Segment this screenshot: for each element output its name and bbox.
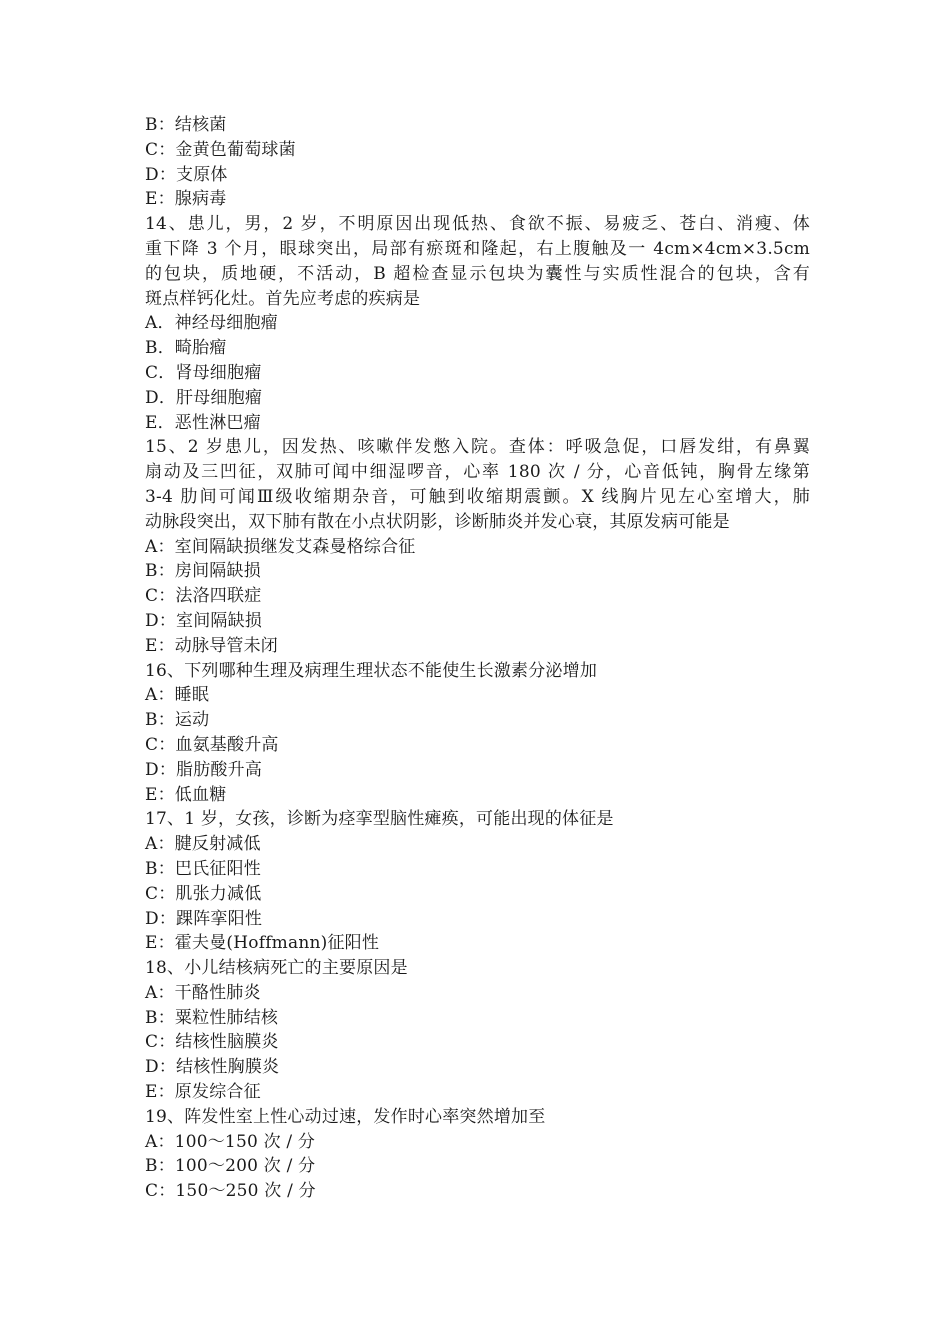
option-line: E：原发综合征 xyxy=(145,1082,261,1103)
option-line: D．肝母细胞瘤 xyxy=(145,387,263,408)
option-line: A：睡眠 xyxy=(145,685,210,706)
option-line: B：粟粒性肺结核 xyxy=(145,1007,279,1028)
option-line: E：腺病毒 xyxy=(145,189,227,210)
option-line: D：结核性胸膜炎 xyxy=(145,1057,280,1078)
question-stem: 17、1 岁，女孩，诊断为痉挛型脑性瘫痪，可能出现的体征是 xyxy=(145,809,614,830)
option-line: B：结核菌 xyxy=(145,115,227,135)
stem-line: 14、患儿，男，2 岁，不明原因出现低热、食欲不振、易疲乏、苍白、消瘦、体 xyxy=(145,214,810,235)
option-line: D：室间隔缺损 xyxy=(145,610,263,631)
option-line: B．畸胎瘤 xyxy=(145,338,227,359)
option-line: E．恶性淋巴瘤 xyxy=(145,412,261,433)
option-line: E：霍夫曼(Hoffmann)征阳性 xyxy=(145,933,380,954)
option-line: E：低血糖 xyxy=(145,784,227,805)
question-15 xyxy=(145,435,810,658)
option-line: B：运动 xyxy=(145,710,210,731)
option-line: E：动脉导管未闭 xyxy=(145,635,279,656)
option-line: B：100～200 次 / 分 xyxy=(145,1156,316,1177)
option-line: C：法洛四联症 xyxy=(145,586,262,607)
option-line: B：巴氏征阳性 xyxy=(145,858,261,879)
stem-line: 的包块，质地硬，不活动，B 超检查显示包块为囊性与实质性混合的包块，含有 xyxy=(145,263,810,284)
question-18 xyxy=(145,956,810,1105)
option-line: C：肌张力减低 xyxy=(145,883,262,904)
question-17 xyxy=(145,807,810,956)
option-line: A：干酪性肺炎 xyxy=(145,982,261,1003)
question-stem xyxy=(145,435,810,534)
question-stem: 16、下列哪种生理及病理生理状态不能使生长激素分泌增加 xyxy=(145,660,598,681)
option-line: D：支原体 xyxy=(145,164,228,185)
question-stem xyxy=(145,212,810,311)
stem-line: 重下降 3 个月，眼球突出，局部有瘀斑和隆起，右上腹触及一 4cm×4cm×3.5cm xyxy=(145,238,810,259)
question-14 xyxy=(145,212,810,435)
option-line: C：结核性脑膜炎 xyxy=(145,1032,279,1053)
option-line: B：房间隔缺损 xyxy=(145,561,261,582)
option-line: C：金黄色葡萄球菌 xyxy=(145,139,296,160)
question-stem: 18、小儿结核病死亡的主要原因是 xyxy=(145,958,408,979)
option-line: A：腱反射减低 xyxy=(145,834,261,855)
stem-line: 扇动及三凹征，双肺可闻中细湿啰音，心率 180 次 / 分，心音低钝，胸骨左缘第 xyxy=(145,462,810,483)
stem-line: 3-4 肋间可闻Ⅲ级收缩期杂音，可触到收缩期震颤。X 线胸片见左心室增大，肺 xyxy=(145,486,810,507)
lead-options xyxy=(145,113,810,212)
option-line: A：室间隔缺损继发艾森曼格综合征 xyxy=(145,536,416,557)
stem-line: 动脉段突出，双下肺有散在小点状阴影，诊断肺炎并发心衰，其原发病可能是 xyxy=(145,511,730,532)
document-page xyxy=(145,113,810,1204)
option-line: D：脂肪酸升高 xyxy=(145,759,263,780)
option-line: A：100～150 次 / 分 xyxy=(145,1131,316,1152)
question-16 xyxy=(145,659,810,808)
question-19 xyxy=(145,1105,810,1204)
option-line: C．肾母细胞瘤 xyxy=(145,362,262,383)
option-line: D：踝阵挛阳性 xyxy=(145,908,263,929)
option-line: C：血氨基酸升高 xyxy=(145,734,279,755)
option-line: C：150～250 次 / 分 xyxy=(145,1181,316,1202)
stem-line: 斑点样钙化灶。首先应考虑的疾病是 xyxy=(145,288,421,309)
option-line: A．神经母细胞瘤 xyxy=(145,313,278,334)
question-stem: 19、阵发性室上性心动过速，发作时心率突然增加至 xyxy=(145,1106,546,1127)
stem-line: 15、2 岁患儿，因发热、咳嗽伴发憋入院。查体：呼吸急促，口唇发绀，有鼻翼 xyxy=(145,437,810,458)
